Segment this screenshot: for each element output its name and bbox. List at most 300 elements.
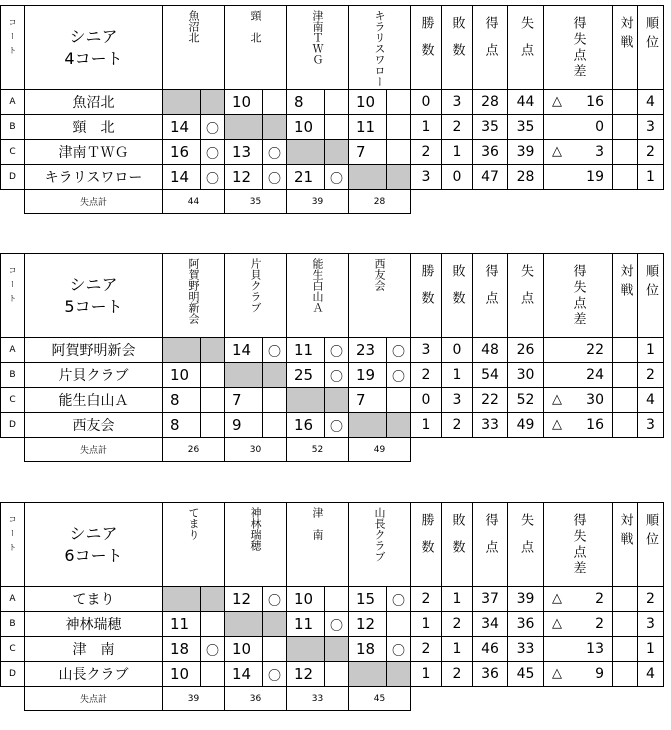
diff-header [544, 503, 613, 587]
points-for: 36 [473, 662, 508, 687]
totals-empty [411, 438, 664, 462]
win-mark: 〇 [201, 115, 225, 140]
opponent-name: 山長クラブ [373, 507, 386, 562]
points-for: 37 [473, 587, 508, 612]
match-score [225, 363, 263, 388]
wins-header-label: 勝数 [418, 16, 434, 70]
win-mark [387, 413, 411, 438]
match-score: 10 [225, 90, 263, 115]
win-mark [387, 115, 411, 140]
negative-triangle: △ [552, 616, 562, 631]
negative-triangle: △ [552, 144, 562, 159]
team-code: D [1, 413, 25, 438]
totals-label: 失点計 [25, 190, 163, 214]
points-against: 26 [508, 338, 544, 363]
win-mark: 〇 [263, 662, 287, 687]
win-mark [263, 90, 287, 115]
negative-triangle: △ [552, 591, 562, 606]
losses: 2 [442, 413, 473, 438]
opponent-header [225, 6, 287, 90]
rank: 1 [638, 637, 664, 662]
team-name: 魚沼北 [25, 90, 163, 115]
wins: 3 [411, 165, 442, 190]
total-against: 26 [163, 438, 225, 462]
match-score: 16 [163, 140, 201, 165]
match-score: 9 [225, 413, 263, 438]
win-mark [263, 413, 287, 438]
match-score: 18 [349, 637, 387, 662]
losses: 2 [442, 662, 473, 687]
team-row [1, 363, 664, 388]
match-score: 18 [163, 637, 201, 662]
losses: 0 [442, 338, 473, 363]
match-score: 15 [349, 587, 387, 612]
win-mark [201, 662, 225, 687]
match-score [287, 388, 325, 413]
team-name: 片貝クラブ [25, 363, 163, 388]
match-score: 14 [225, 662, 263, 687]
team-name: てまり [25, 587, 163, 612]
opponent-header [287, 254, 349, 338]
h2h-header-label: 対戦 [617, 513, 633, 551]
point-diff-value: 13 [586, 641, 604, 657]
point-diff-value: 0 [595, 119, 604, 135]
point-diff-value: 2 [595, 591, 604, 607]
losses: 1 [442, 637, 473, 662]
points-against: 33 [508, 637, 544, 662]
wins: 1 [411, 612, 442, 637]
win-mark: 〇 [201, 637, 225, 662]
totals-row [1, 190, 664, 214]
win-mark [387, 612, 411, 637]
losses-header-label: 敗数 [449, 513, 465, 567]
team-code: B [1, 612, 25, 637]
match-score [225, 612, 263, 637]
match-score: 25 [287, 363, 325, 388]
win-mark: 〇 [325, 612, 349, 637]
win-mark: 〇 [263, 338, 287, 363]
points-header-label: 得点 [482, 264, 498, 318]
win-mark [325, 637, 349, 662]
opponent-header [287, 503, 349, 587]
negative-triangle: △ [552, 94, 562, 109]
match-score: 10 [163, 662, 201, 687]
wins-header-label: 勝数 [418, 513, 434, 567]
points-against: 36 [508, 612, 544, 637]
totals-row [1, 687, 664, 711]
team-code: A [1, 338, 25, 363]
match-score [225, 115, 263, 140]
team-row [1, 612, 664, 637]
opponent-header [163, 503, 225, 587]
court-title-cell [25, 254, 163, 338]
win-mark: 〇 [387, 587, 411, 612]
win-mark: 〇 [263, 165, 287, 190]
opponent-header [163, 6, 225, 90]
rank-header [638, 254, 664, 338]
team-name: 能生白山Ａ [25, 388, 163, 413]
win-mark [325, 388, 349, 413]
match-score [163, 338, 201, 363]
point-diff [544, 90, 613, 115]
team-name: 頸 北 [25, 115, 163, 140]
opponent-name: キラリスワロー [373, 10, 386, 87]
court-title-cell [25, 6, 163, 90]
match-score [349, 662, 387, 687]
league-block [0, 5, 664, 214]
win-mark: 〇 [325, 165, 349, 190]
win-mark: 〇 [387, 637, 411, 662]
court-title-line1: シニア [69, 275, 118, 294]
win-mark [201, 612, 225, 637]
point-diff [544, 662, 613, 687]
points-against: 52 [508, 388, 544, 413]
team-row [1, 140, 664, 165]
total-against: 39 [287, 190, 349, 214]
team-row [1, 338, 664, 363]
court-title [25, 254, 162, 318]
diff-header [544, 254, 613, 338]
head-to-head [613, 115, 638, 140]
team-code: A [1, 587, 25, 612]
rank-header [638, 503, 664, 587]
against-header-label: 失点 [518, 513, 533, 567]
league-table [0, 5, 664, 214]
h2h-header [613, 503, 638, 587]
point-diff [544, 140, 613, 165]
point-diff [544, 363, 613, 388]
points-against: 49 [508, 413, 544, 438]
against-header [508, 6, 544, 90]
points-against: 30 [508, 363, 544, 388]
team-row [1, 413, 664, 438]
opponent-header [349, 503, 411, 587]
court-title-cell [25, 503, 163, 587]
point-diff-value: 22 [586, 342, 604, 358]
win-mark [387, 662, 411, 687]
total-against: 52 [287, 438, 349, 462]
points-for: 54 [473, 363, 508, 388]
h2h-header [613, 6, 638, 90]
points-against: 28 [508, 165, 544, 190]
wins-header [411, 6, 442, 90]
win-mark: 〇 [201, 140, 225, 165]
total-against: 30 [225, 438, 287, 462]
match-score: 10 [349, 90, 387, 115]
win-mark [387, 165, 411, 190]
win-mark [387, 388, 411, 413]
wins-header [411, 503, 442, 587]
win-mark [325, 662, 349, 687]
team-code: C [1, 388, 25, 413]
court-header-label: コート [8, 18, 17, 60]
match-score: 11 [349, 115, 387, 140]
win-mark: 〇 [263, 140, 287, 165]
diff-header [544, 6, 613, 90]
court-title-line1: シニア [69, 524, 118, 543]
wins: 0 [411, 90, 442, 115]
point-diff-value: 24 [586, 367, 604, 383]
wins-header [411, 254, 442, 338]
match-score [287, 140, 325, 165]
opponent-name: 津 南 [311, 507, 324, 540]
rank: 3 [638, 612, 664, 637]
court-title [25, 503, 162, 567]
header-row [1, 254, 664, 338]
point-diff [544, 165, 613, 190]
court-header [1, 254, 25, 338]
points-for: 35 [473, 115, 508, 140]
win-mark [201, 413, 225, 438]
point-diff-value: 16 [586, 94, 604, 110]
losses: 3 [442, 90, 473, 115]
head-to-head [613, 612, 638, 637]
rank: 4 [638, 662, 664, 687]
total-against: 49 [349, 438, 411, 462]
win-mark [201, 338, 225, 363]
h2h-header-label: 対戦 [617, 16, 633, 54]
point-diff [544, 338, 613, 363]
head-to-head [613, 413, 638, 438]
points-against: 35 [508, 115, 544, 140]
match-score: 7 [349, 388, 387, 413]
win-mark [387, 140, 411, 165]
match-score: 12 [349, 612, 387, 637]
total-against: 28 [349, 190, 411, 214]
match-score: 7 [349, 140, 387, 165]
points-against: 45 [508, 662, 544, 687]
match-score: 11 [163, 612, 201, 637]
wins: 2 [411, 637, 442, 662]
match-score: 14 [163, 165, 201, 190]
team-name: 津 南 [25, 637, 163, 662]
win-mark [263, 637, 287, 662]
match-score [349, 413, 387, 438]
total-against: 45 [349, 687, 411, 711]
points-against: 39 [508, 140, 544, 165]
totals-spacer [1, 190, 25, 214]
opponent-header [349, 6, 411, 90]
totals-spacer [1, 687, 25, 711]
point-diff [544, 115, 613, 140]
head-to-head [613, 662, 638, 687]
losses: 0 [442, 165, 473, 190]
team-code: D [1, 165, 25, 190]
losses-header [442, 254, 473, 338]
win-mark [201, 363, 225, 388]
points-for: 28 [473, 90, 508, 115]
team-code: C [1, 140, 25, 165]
wins: 1 [411, 413, 442, 438]
header-row [1, 503, 664, 587]
h2h-header [613, 254, 638, 338]
rank: 4 [638, 90, 664, 115]
match-score: 12 [225, 165, 263, 190]
point-diff [544, 612, 613, 637]
rank-header-label: 順位 [643, 264, 658, 302]
against-header-label: 失点 [518, 16, 533, 70]
rank: 1 [638, 338, 664, 363]
match-score: 13 [225, 140, 263, 165]
win-mark [201, 587, 225, 612]
win-mark [263, 363, 287, 388]
losses: 1 [442, 363, 473, 388]
court-header [1, 503, 25, 587]
losses: 1 [442, 140, 473, 165]
rank: 1 [638, 165, 664, 190]
match-score: 11 [287, 612, 325, 637]
opponent-name: 魚沼北 [187, 10, 200, 43]
h2h-header-label: 対戦 [617, 264, 633, 302]
court-title [25, 6, 162, 70]
team-row [1, 388, 664, 413]
negative-triangle: △ [552, 392, 562, 407]
league-block [0, 253, 664, 462]
match-score: 10 [225, 637, 263, 662]
match-score: 12 [287, 662, 325, 687]
team-row [1, 165, 664, 190]
point-diff [544, 587, 613, 612]
league-table [0, 502, 664, 711]
win-mark: 〇 [325, 363, 349, 388]
match-score [163, 587, 201, 612]
point-diff [544, 388, 613, 413]
team-row [1, 662, 664, 687]
points-for: 33 [473, 413, 508, 438]
totals-row [1, 438, 664, 462]
team-name: 西友会 [25, 413, 163, 438]
match-score: 12 [225, 587, 263, 612]
points-for: 34 [473, 612, 508, 637]
points-header-label: 得点 [482, 513, 498, 567]
diff-header-label: 得失点差 [570, 16, 586, 80]
match-score: 19 [349, 363, 387, 388]
wins: 2 [411, 363, 442, 388]
wins: 2 [411, 587, 442, 612]
points-for: 48 [473, 338, 508, 363]
match-score: 23 [349, 338, 387, 363]
win-mark [263, 388, 287, 413]
win-mark [387, 90, 411, 115]
wins: 1 [411, 115, 442, 140]
losses: 1 [442, 587, 473, 612]
diff-header-label: 得失点差 [570, 264, 586, 328]
rank-header-label: 順位 [643, 16, 658, 54]
totals-label: 失点計 [25, 438, 163, 462]
opponent-name: 神林瑞穂 [249, 507, 262, 551]
win-mark: 〇 [325, 338, 349, 363]
points-for: 47 [473, 165, 508, 190]
win-mark [325, 115, 349, 140]
match-score [349, 165, 387, 190]
points-for: 22 [473, 388, 508, 413]
team-name: キラリスワロー [25, 165, 163, 190]
court-header [1, 6, 25, 90]
header-row [1, 6, 664, 90]
court-title-line2: 6コート [64, 546, 123, 565]
match-score: 8 [163, 388, 201, 413]
head-to-head [613, 587, 638, 612]
head-to-head [613, 363, 638, 388]
court-title-line2: 4コート [64, 49, 123, 68]
win-mark [201, 388, 225, 413]
match-score: 10 [163, 363, 201, 388]
match-score: 8 [163, 413, 201, 438]
diff-header-label: 得失点差 [570, 513, 586, 577]
win-mark: 〇 [201, 165, 225, 190]
match-score: 7 [225, 388, 263, 413]
opponent-name: 西友会 [373, 258, 386, 291]
totals-empty [411, 190, 664, 214]
team-code: B [1, 363, 25, 388]
total-against: 39 [163, 687, 225, 711]
head-to-head [613, 140, 638, 165]
totals-empty [411, 687, 664, 711]
points-header [473, 503, 508, 587]
court-title-line2: 5コート [64, 297, 123, 316]
rank: 3 [638, 413, 664, 438]
team-row [1, 90, 664, 115]
points-for: 46 [473, 637, 508, 662]
head-to-head [613, 165, 638, 190]
team-name: 阿賀野明新会 [25, 338, 163, 363]
opponent-header [287, 6, 349, 90]
win-mark [263, 612, 287, 637]
opponent-header [163, 254, 225, 338]
rank: 2 [638, 587, 664, 612]
opponent-name: 能生白山Ａ [311, 258, 324, 313]
losses-header [442, 503, 473, 587]
team-code: D [1, 662, 25, 687]
opponent-name: 津南ＴＷＧ [311, 10, 324, 65]
court-header-label: コート [8, 515, 17, 557]
rank: 2 [638, 363, 664, 388]
team-row [1, 637, 664, 662]
win-mark [325, 140, 349, 165]
rank: 3 [638, 115, 664, 140]
opponent-name: てまり [187, 507, 200, 540]
losses: 2 [442, 612, 473, 637]
wins-header-label: 勝数 [418, 264, 434, 318]
opponent-header [225, 503, 287, 587]
wins: 0 [411, 388, 442, 413]
totals-label: 失点計 [25, 687, 163, 711]
win-mark: 〇 [387, 363, 411, 388]
match-score [287, 637, 325, 662]
match-score: 14 [225, 338, 263, 363]
rank: 4 [638, 388, 664, 413]
opponent-name: 片貝クラブ [249, 258, 262, 313]
match-score: 10 [287, 587, 325, 612]
team-name: 津南ＴＷＧ [25, 140, 163, 165]
totals-spacer [1, 438, 25, 462]
match-score: 21 [287, 165, 325, 190]
league-table [0, 253, 664, 462]
losses-header-label: 敗数 [449, 264, 465, 318]
point-diff-value: 30 [586, 392, 604, 408]
wins: 3 [411, 338, 442, 363]
match-score: 11 [287, 338, 325, 363]
win-mark [325, 90, 349, 115]
head-to-head [613, 637, 638, 662]
opponent-header [349, 254, 411, 338]
win-mark: 〇 [263, 587, 287, 612]
rank: 2 [638, 140, 664, 165]
team-row [1, 115, 664, 140]
opponent-header [225, 254, 287, 338]
win-mark [325, 587, 349, 612]
point-diff [544, 637, 613, 662]
